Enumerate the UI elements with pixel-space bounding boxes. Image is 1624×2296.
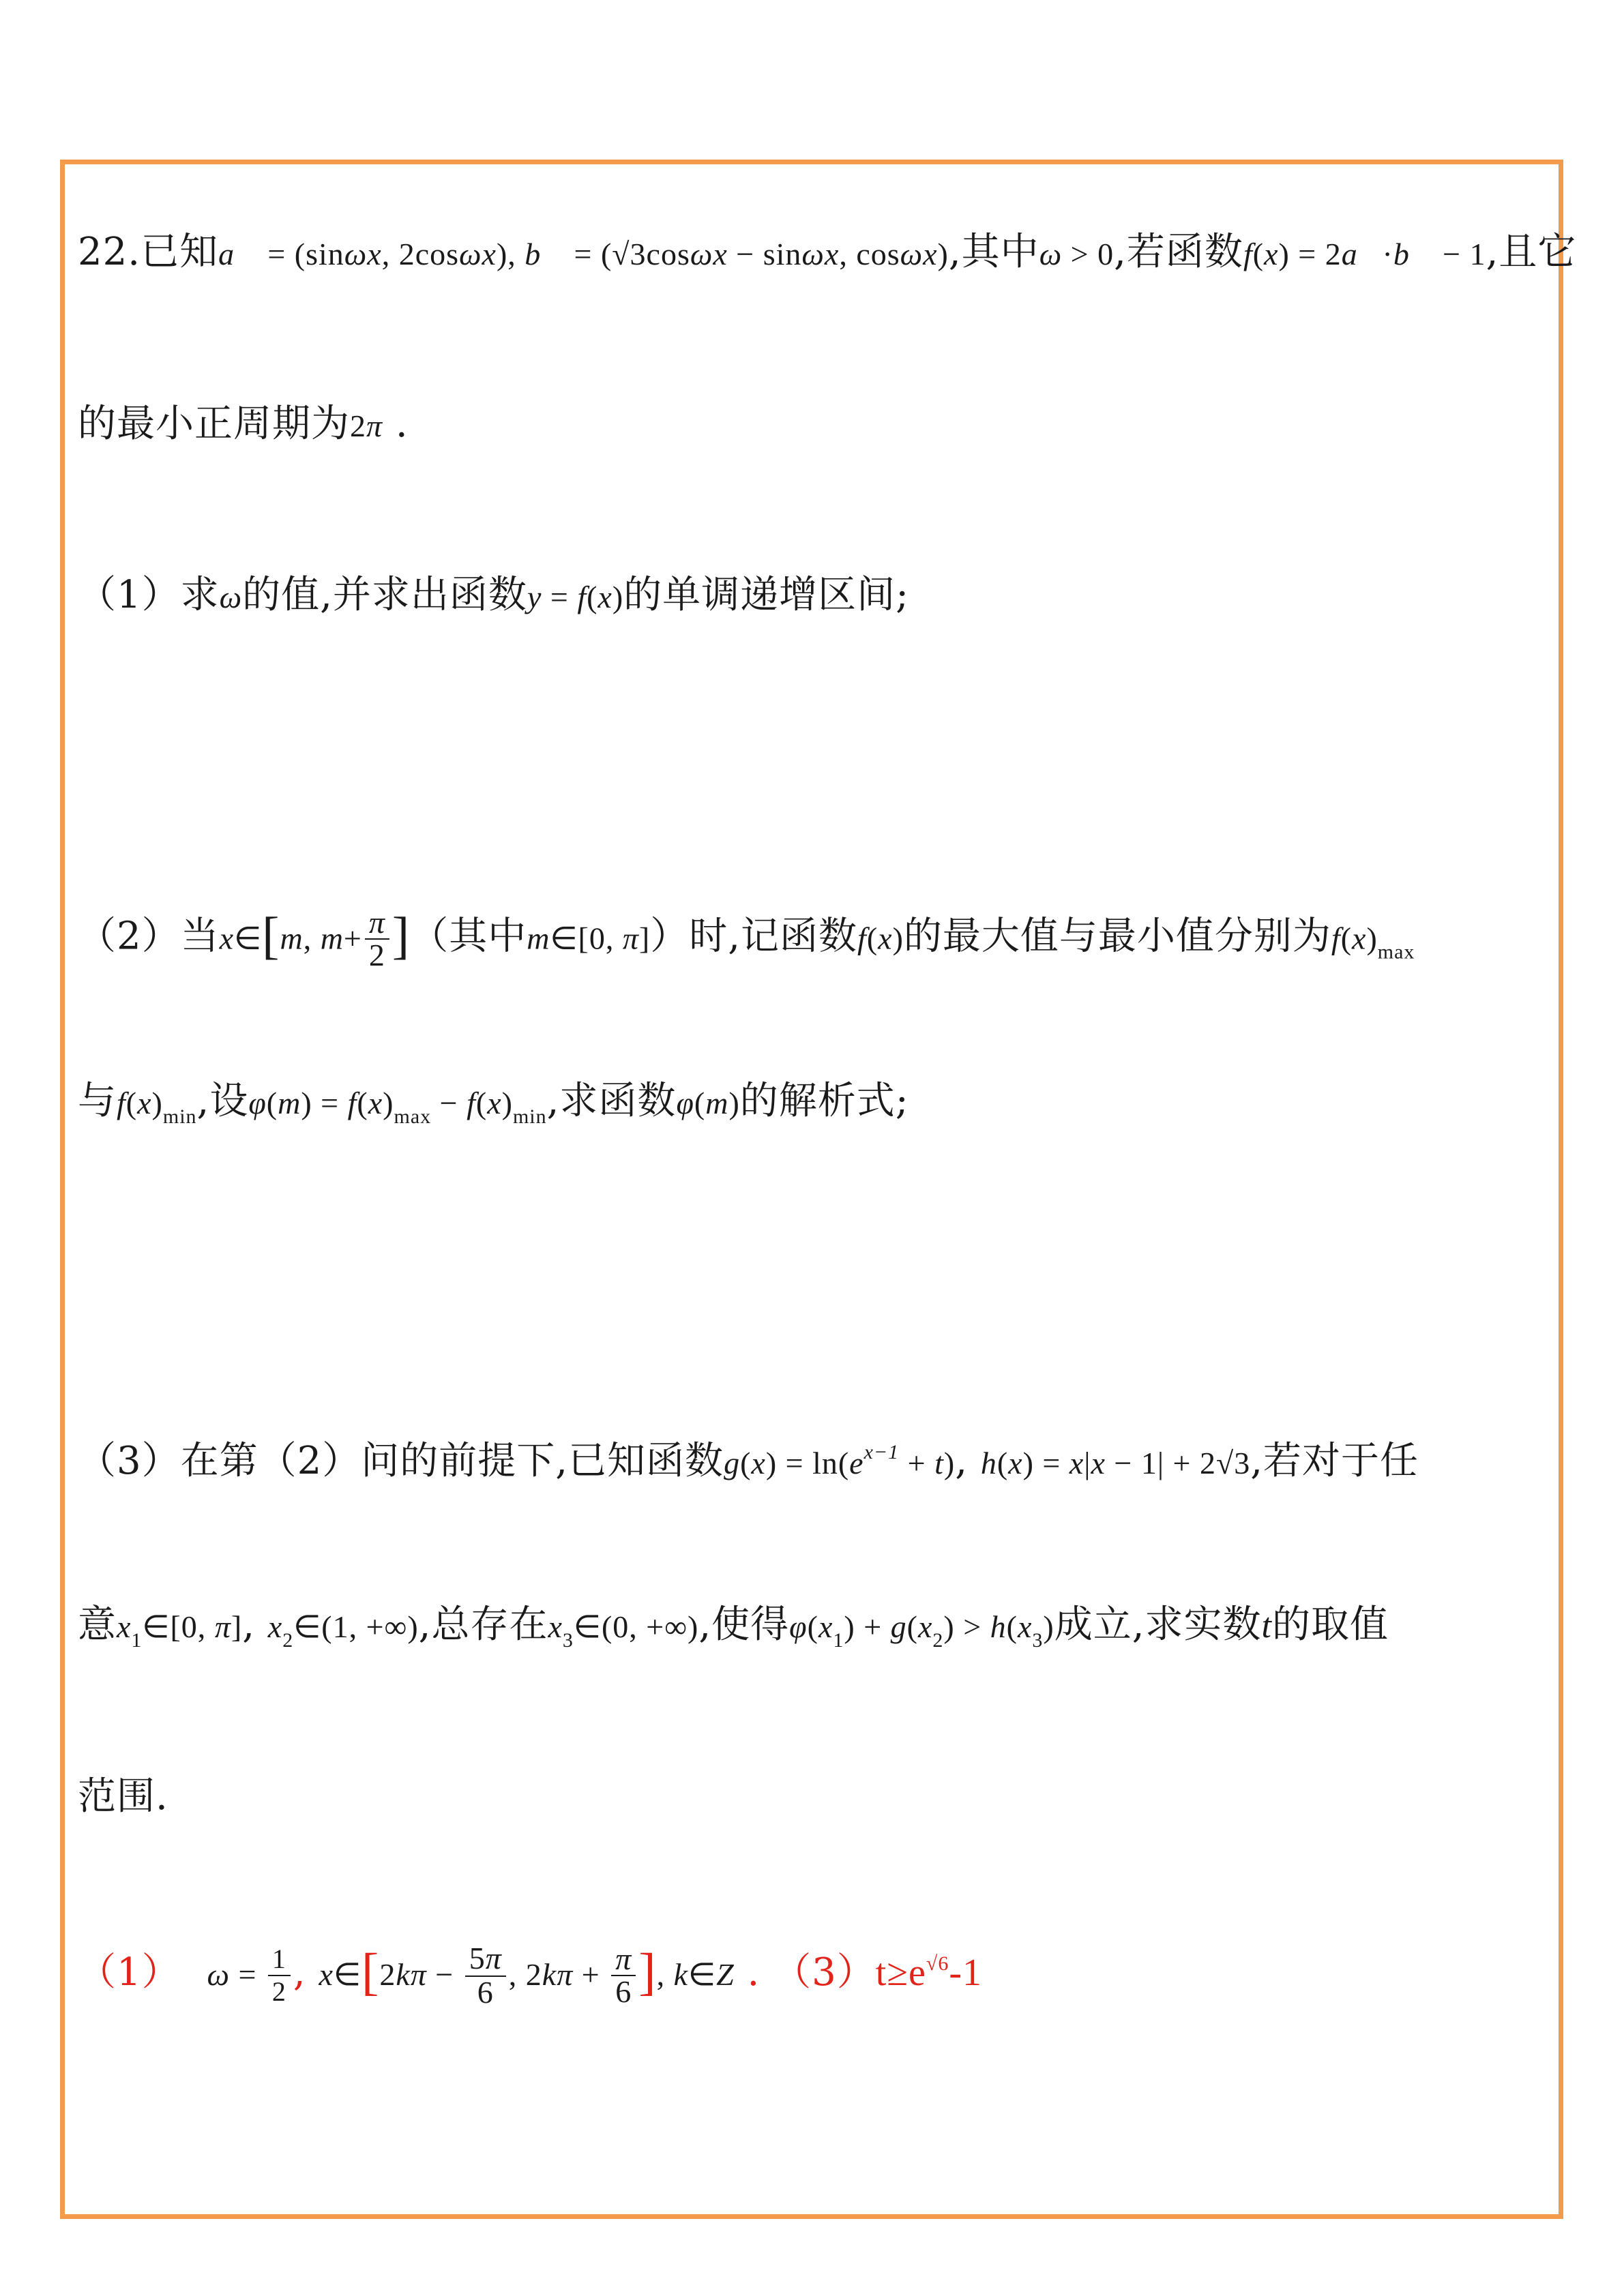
question-number: 22.: [78, 230, 141, 274]
answer-part3-label: （3）: [773, 1950, 876, 1995]
question-part-3-cont: 意$x_1\in[0$, π], $x_2\in(1$, +∞),总存在$x_3\in(0$, +∞),使得$\varphi(x_1) + g(x_2) > h(x_3)$成立,求实数t的取值: [78, 1602, 1389, 1652]
question-part-2-cont: 与$f(x)_{min}$,设$\varphi(m) = f(x)_{max} - f(x)_{min}$,求函数φ(m)的解析式;: [78, 1079, 909, 1128]
question-part-1: （1）求ω的值,并求出函数y = f(x)的单调递增区间;: [78, 573, 910, 617]
answer-part1-label: （1）: [78, 1950, 181, 1995]
question-part-3: （3）在第（2）问的前提下,已知函数$g(x) = \ln(e^{x-1} + t)$, h(x) = x|x − 1| + 2√3,若对于任: [78, 1439, 1419, 1483]
question-line-1: 22.已知a⃗ = (sinωx, 2cosωx), b⃗ = (√3cosωx − sinωx, cosωx),其中ω > 0,若函数f(x) = 2a⃗·b⃗ − 1,且它: [78, 230, 1577, 274]
answer-line: （1） ω = $\frac{1}{2}$ , x∈[2kπ − $\frac{5\pi}{6}$ , 2kπ + $\frac{\pi}{6}$ ], k∈Z . $(3)t\ge e^{√6}-1$: [78, 1940, 983, 2010]
question-part-2: （2）当x∈[m, m+ $\frac{\pi}{2}$ ]（其中m∈[0, π]）时,记函数f(x)的最大值与最小值分别为$f(x)_{max}$: [78, 905, 1415, 972]
question-part-3-end: 范围.: [78, 1774, 168, 1819]
page-frame: [60, 160, 1577, 2219]
question-line-2: 的最小正周期为2π .: [78, 402, 409, 446]
